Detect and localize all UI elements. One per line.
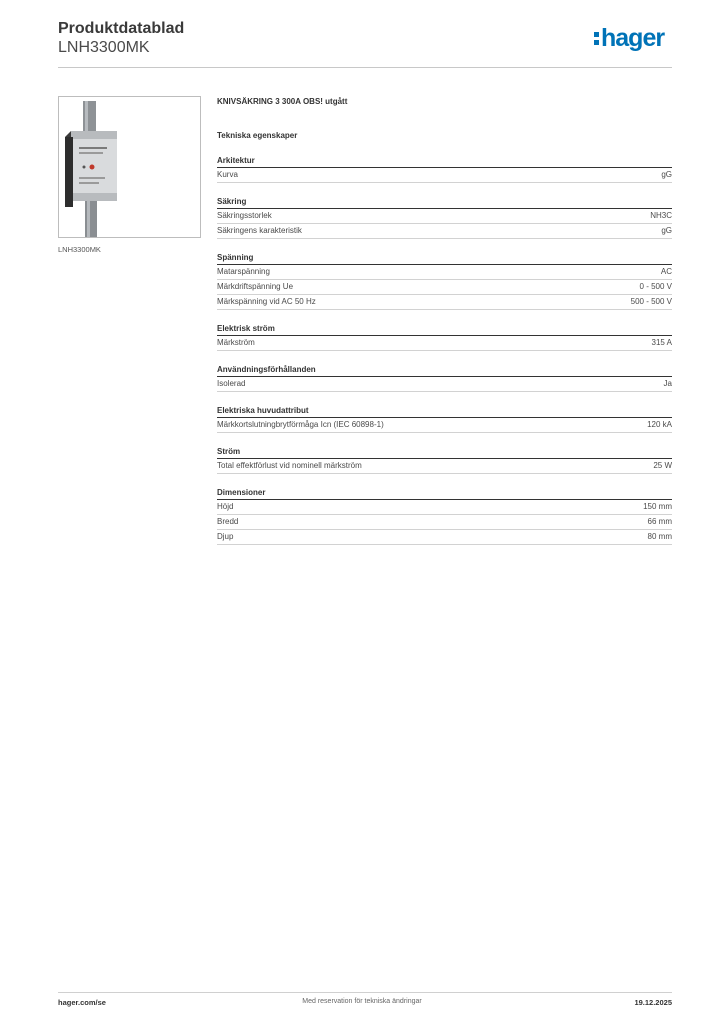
spec-row (217, 168, 672, 183)
spec-value: 500 - 500 V (630, 297, 672, 306)
spec-row (217, 418, 672, 433)
spec-group-title: Säkring (217, 196, 672, 209)
spec-row (217, 224, 672, 239)
spec-row (217, 515, 672, 530)
product-code: LNH3300MK (58, 39, 150, 56)
spec-group (217, 196, 672, 239)
spec-value: 80 mm (647, 532, 672, 541)
spec-label: Säkringens karakteristik (217, 226, 302, 235)
spec-value: 25 W (653, 461, 672, 470)
spec-label: Märkström (217, 338, 255, 347)
spec-group (217, 405, 672, 433)
spec-label: Djup (217, 532, 234, 541)
spec-label: Kurva (217, 170, 238, 179)
spec-row (217, 280, 672, 295)
spec-label: Matarspänning (217, 267, 270, 276)
spec-value: NH3C (650, 211, 672, 220)
spec-row (217, 459, 672, 474)
product-image (58, 96, 201, 238)
spec-group-title: Ström (217, 446, 672, 459)
spec-group-title: Arkitektur (217, 155, 672, 168)
spec-content (217, 96, 672, 545)
spec-label: Märkspänning vid AC 50 Hz (217, 297, 316, 306)
spec-label: Isolerad (217, 379, 246, 388)
spec-group (217, 155, 672, 183)
spec-group (217, 252, 672, 310)
spec-value: 315 A (651, 338, 672, 347)
spec-row (217, 265, 672, 280)
spec-group-title: Dimensioner (217, 487, 672, 500)
spec-row (217, 336, 672, 351)
spec-group (217, 364, 672, 392)
spec-row (217, 377, 672, 392)
footer-date: 19.12.2025 (634, 998, 672, 1007)
spec-value: gG (661, 170, 672, 179)
spec-value: AC (660, 267, 672, 276)
spec-group (217, 487, 672, 545)
logo-dots-icon (594, 32, 599, 45)
spec-label: Bredd (217, 517, 239, 526)
spec-row (217, 530, 672, 545)
spec-group-title: Spänning (217, 252, 672, 265)
spec-group-title: Användningsförhållanden (217, 364, 672, 377)
technical-specs-heading: Tekniska egenskaper (217, 131, 298, 140)
spec-group-title: Elektriska huvudattribut (217, 405, 672, 418)
spec-value: 0 - 500 V (639, 282, 672, 291)
spec-group (217, 323, 672, 351)
spec-value: 150 mm (643, 502, 672, 511)
hager-logo (594, 26, 664, 51)
spec-value: gG (661, 226, 672, 235)
fuse-product-icon (59, 97, 200, 237)
spec-row (217, 295, 672, 310)
spec-label: Total effektförlust vid nominell märkström (217, 461, 362, 470)
spec-label: Höjd (217, 502, 234, 511)
spec-row (217, 209, 672, 224)
header-divider (58, 67, 672, 68)
spec-value: Ja (663, 379, 672, 388)
spec-value: 120 kA (647, 420, 672, 429)
spec-groups (217, 155, 672, 545)
spec-label: Märkdriftspänning Ue (217, 282, 294, 291)
footer-website[interactable]: hager.com/se (58, 998, 106, 1007)
spec-label: Märkkortslutningbrytförmåga Icn (IEC 60898-1) (217, 420, 384, 429)
footer-divider (58, 992, 672, 993)
product-name: KNIVSÄKRING 3 300A OBS! utgått (217, 97, 348, 106)
spec-value: 66 mm (647, 517, 672, 526)
page-title: Produktdatablad (58, 20, 185, 37)
spec-label: Säkringsstorlek (217, 211, 272, 220)
logo-text: hager (601, 24, 665, 52)
spec-row (217, 500, 672, 515)
spec-group (217, 446, 672, 474)
spec-group-title: Elektrisk ström (217, 323, 672, 336)
image-caption: LNH3300MK (58, 245, 101, 254)
footer-disclaimer: Med reservation för tekniska ändringar (302, 998, 422, 1005)
